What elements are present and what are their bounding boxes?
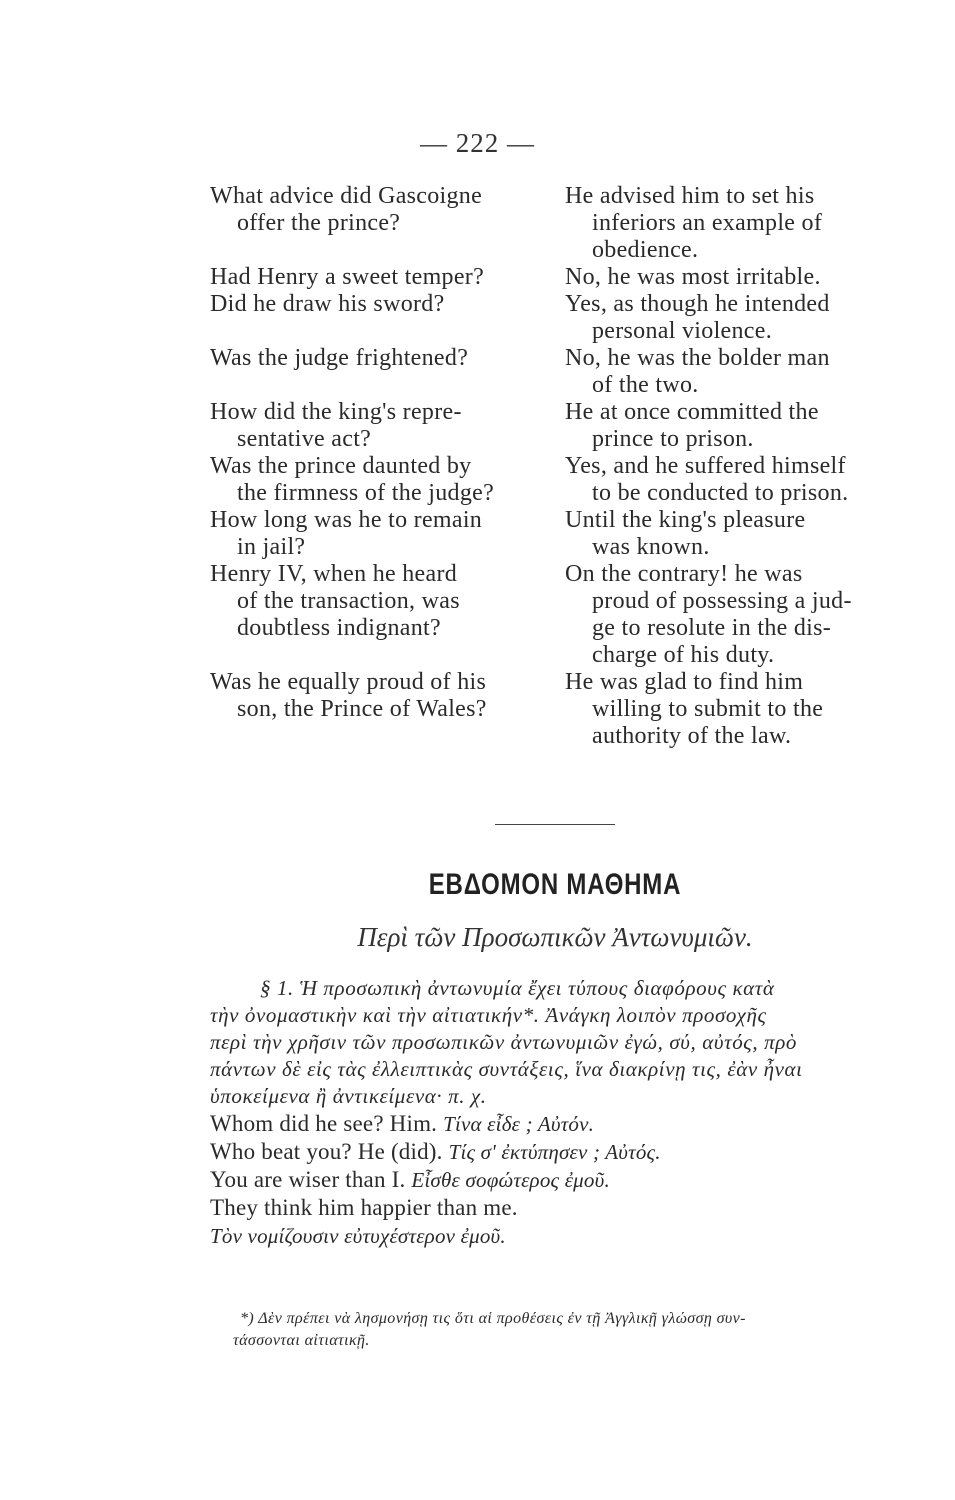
question-line: How did the king's repre- bbox=[210, 399, 462, 425]
question bbox=[210, 669, 565, 750]
qa-row bbox=[210, 291, 930, 345]
lesson-title: ΕΒΔΟΜΟΝ ΜΑΘΗΜΑ bbox=[428, 868, 682, 901]
answer bbox=[565, 183, 930, 264]
answer-line: No, he was most irritable. bbox=[565, 264, 821, 290]
answer-line: He advised him to set his bbox=[565, 183, 815, 209]
example-line bbox=[210, 1138, 910, 1166]
question-line: Did he draw his sword? bbox=[210, 291, 445, 317]
question-line: in jail? bbox=[237, 534, 306, 560]
answer-line: to be conducted to prison. bbox=[592, 480, 849, 506]
example-line bbox=[210, 1166, 910, 1194]
lesson-subtitle: Περὶ τῶν Προσωπικῶν Ἀντωνυμιῶν. bbox=[357, 922, 753, 952]
example-greek: Τίνα εἶδε ; Αὐτόν. bbox=[443, 1112, 595, 1136]
qa-row bbox=[210, 183, 930, 264]
question bbox=[210, 291, 565, 345]
answer-line: prince to prison. bbox=[592, 426, 754, 452]
answer-line: willing to submit to the bbox=[592, 696, 824, 722]
answer-line: proud of possessing a jud- bbox=[592, 588, 852, 614]
answer-line: was known. bbox=[592, 534, 710, 560]
example-english: They think him happier than me. bbox=[210, 1195, 518, 1220]
answer bbox=[565, 291, 930, 345]
lesson-body bbox=[210, 975, 910, 1250]
qa-row bbox=[210, 399, 930, 453]
question-line: Was the prince daunted by bbox=[210, 453, 472, 479]
question bbox=[210, 507, 565, 561]
paragraph-line: § 1. Ἡ προσωπικὴ ἀντωνυμία ἔχει τύπους διαφόρους κατὰ bbox=[260, 976, 775, 1000]
answer bbox=[565, 561, 930, 669]
answer-line: No, he was the bolder man bbox=[565, 345, 830, 371]
footnote bbox=[233, 1308, 920, 1352]
paragraph-line: τὴν ὀνομαστικὴν καὶ τὴν αἰτιατικήν*. Ἀνάγκη λοιπὸν προσοχῆς bbox=[210, 1003, 767, 1027]
question-line: Henry IV, when he heard bbox=[210, 561, 458, 587]
answer-line: He was glad to find him bbox=[565, 669, 804, 695]
example-english: Who beat you? He (did). bbox=[210, 1139, 443, 1164]
question bbox=[210, 264, 565, 291]
example-english: You are wiser than I. bbox=[210, 1167, 406, 1192]
qa-row bbox=[210, 345, 930, 399]
example-line bbox=[210, 1222, 910, 1250]
question-line: the firmness of the judge? bbox=[237, 480, 495, 506]
footnote-line: *) Δὲν πρέπει νὰ λησμονήσῃ τις ὅτι αἱ προθέσεις ἐν τῇ Ἀγγλικῇ γλώσσῃ συν- bbox=[240, 1310, 746, 1327]
answer-line: obedience. bbox=[592, 237, 699, 263]
question-line: How long was he to remain bbox=[210, 507, 483, 533]
answer-line: charge of his duty. bbox=[592, 642, 775, 668]
question bbox=[210, 399, 565, 453]
example-greek: Τίς σ' ἐκτύπησεν ; Αὐτός. bbox=[448, 1140, 661, 1164]
question-line: What advice did Gascoigne bbox=[210, 183, 483, 209]
question-line: Was he equally proud of his bbox=[210, 669, 487, 695]
page-number: — 222 — bbox=[420, 128, 535, 158]
question-line: Had Henry a sweet temper? bbox=[210, 264, 485, 290]
paragraph-line: περὶ τὴν χρῆσιν τῶν προσωπικῶν ἀντωνυμιῶν ἐγώ, σύ, αὐτός, πρὸ bbox=[210, 1030, 798, 1054]
example-line bbox=[210, 1110, 910, 1138]
example-line bbox=[210, 1194, 910, 1222]
question bbox=[210, 345, 565, 399]
answer bbox=[565, 399, 930, 453]
answer-line: of the two. bbox=[592, 372, 699, 398]
section-divider bbox=[495, 824, 615, 825]
answer-line: inferiors an example of bbox=[592, 210, 823, 236]
question-line: sentative act? bbox=[237, 426, 372, 452]
paragraph-line: ὑποκείμενα ἢ ἀντικείμενα· π. χ. bbox=[210, 1084, 487, 1108]
question-line: doubtless indignant? bbox=[237, 615, 441, 641]
answer bbox=[565, 345, 930, 399]
question bbox=[210, 453, 565, 507]
answer-line: On the contrary! he was bbox=[565, 561, 803, 587]
example-greek: Εἶσθε σοφώτερος ἐμοῦ. bbox=[411, 1168, 610, 1192]
question-line: offer the prince? bbox=[237, 210, 401, 236]
question-line: Was the judge frightened? bbox=[210, 345, 469, 371]
question-answer-section bbox=[210, 183, 930, 750]
example-english: Whom did he see? Him. bbox=[210, 1111, 438, 1136]
answer bbox=[565, 669, 930, 750]
question bbox=[210, 561, 565, 669]
answer bbox=[565, 453, 930, 507]
question-line: son, the Prince of Wales? bbox=[237, 696, 487, 722]
answer-line: authority of the law. bbox=[592, 723, 792, 749]
answer-line: Yes, and he suffered himself bbox=[565, 453, 846, 479]
qa-row bbox=[210, 264, 930, 291]
question bbox=[210, 183, 565, 264]
answer bbox=[565, 507, 930, 561]
answer-line: Until the king's pleasure bbox=[565, 507, 806, 533]
paragraph-line: πάντων δὲ εἰς τὰς ἐλλειπτικὰς συντάξεις, ἵνα διακρίνῃ τις, ἐὰν ἦναι bbox=[210, 1057, 803, 1081]
answer-line: ge to resolute in the dis- bbox=[592, 615, 832, 641]
footnote-line: τάσσονται αἰτιατικῇ. bbox=[233, 1332, 370, 1349]
answer-line: Yes, as though he intended bbox=[565, 291, 830, 317]
qa-row bbox=[210, 453, 930, 507]
example-greek: Τὸν νομίζουσιν εὐτυχέστερον ἐμοῦ. bbox=[210, 1224, 506, 1248]
qa-row bbox=[210, 669, 930, 750]
answer-line: personal violence. bbox=[592, 318, 772, 344]
qa-row bbox=[210, 561, 930, 669]
answer-line: He at once committed the bbox=[565, 399, 819, 425]
qa-row bbox=[210, 507, 930, 561]
question-line: of the transaction, was bbox=[237, 588, 460, 614]
answer bbox=[565, 264, 930, 291]
